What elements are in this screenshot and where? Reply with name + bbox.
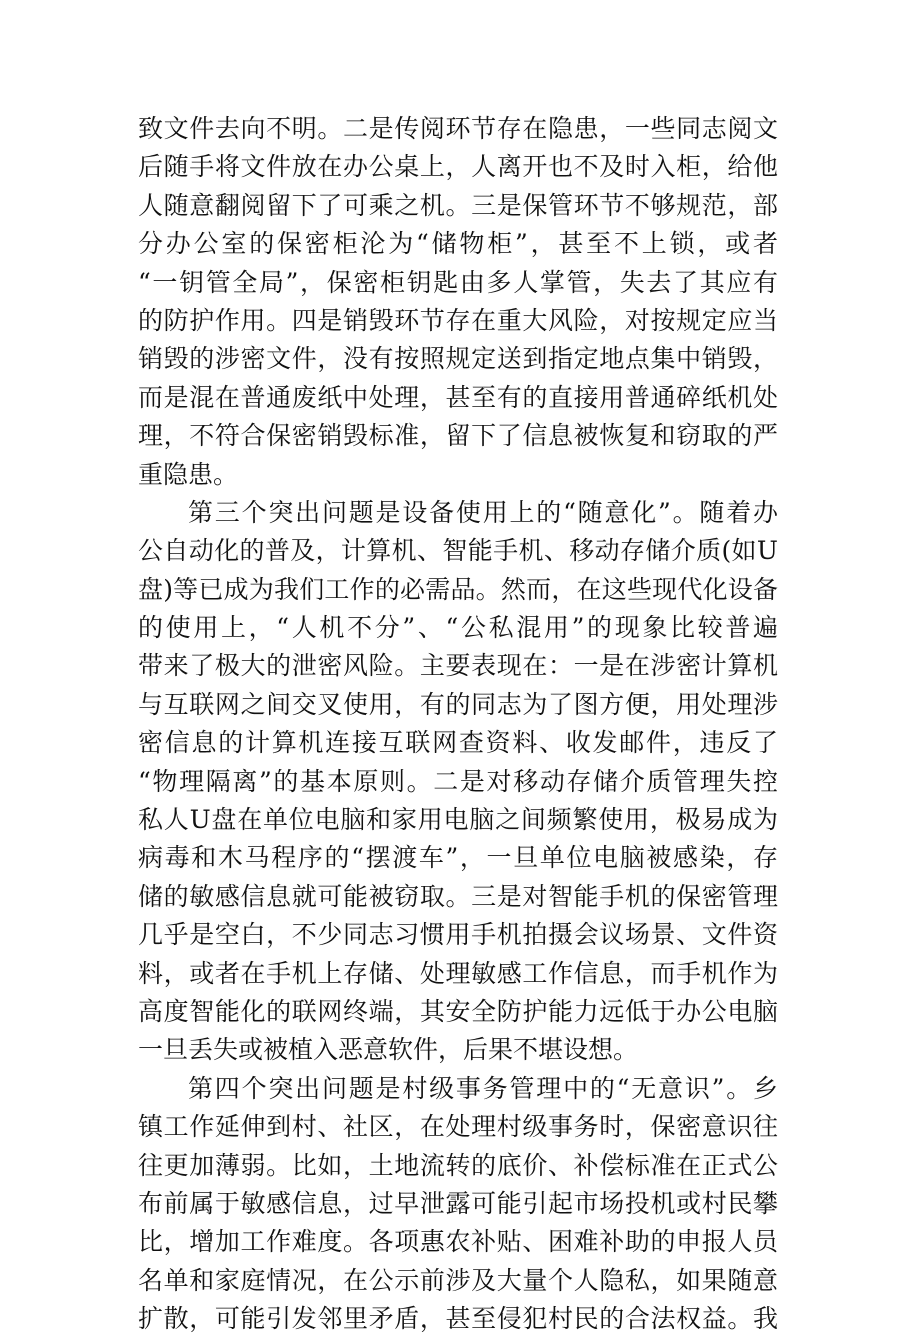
text-line: 的使用上，“人机不分”、“公私混用”的现象比较普遍 — [138, 613, 778, 643]
text-line: “物理隔离”的基本原则。二是对移动存储介质管理失控 — [138, 766, 778, 796]
text-line: 一旦丢失或被植入恶意软件，后果不堪设想。 — [138, 1035, 639, 1065]
text-line: 镇工作延伸到村、社区，在处理村级事务时，保密意识往 — [138, 1112, 778, 1142]
text-line: 布前属于敏感信息，过早泄露可能引起市场投机或村民攀 — [138, 1188, 778, 1218]
text-line: 带来了极大的泄密风险。主要表现在：一是在涉密计算机 — [138, 651, 778, 681]
text-line: 私人U盘在单位电脑和家用电脑之间频繁使用，极易成为 — [138, 805, 778, 835]
paragraph-start-line: 第三个突出问题是设备使用上的“随意化”。随着办 — [188, 497, 778, 527]
text-line: “一钥管全局”，保密柜钥匙由多人掌管，失去了其应有 — [138, 267, 778, 297]
text-line: 比，增加工作难度。各项惠农补贴、困难补助的申报人员 — [138, 1227, 778, 1257]
paragraph-start-line: 第四个突出问题是村级事务管理中的“无意识”。乡 — [188, 1073, 778, 1103]
text-line: 人随意翻阅留下了可乘之机。三是保管环节不够规范，部 — [138, 190, 778, 220]
document-body — [138, 110, 778, 1339]
text-line: 储的敏感信息就可能被窃取。三是对智能手机的保密管理 — [138, 881, 778, 911]
text-line: 公自动化的普及，计算机、智能手机、移动存储介质(如U — [138, 536, 778, 566]
text-line: 致文件去向不明。二是传阅环节存在隐患，一些同志阅文 — [138, 114, 778, 143]
text-line: 而是混在普通废纸中处理，甚至有的直接用普通碎纸机处 — [138, 382, 778, 412]
text-line: 往更加薄弱。比如，土地流转的底价、补偿标准在正式公 — [138, 1150, 778, 1180]
text-line: 的防护作用。四是销毁环节存在重大风险，对按规定应当 — [138, 305, 778, 335]
text-line: 销毁的涉密文件，没有按照规定送到指定地点集中销毁， — [138, 344, 778, 374]
text-line: 分办公室的保密柜沦为“储物柜”，甚至不上锁，或者 — [138, 229, 778, 259]
text-line: 料，或者在手机上存储、处理敏感工作信息，而手机作为 — [138, 958, 778, 988]
text-line: 后随手将文件放在办公桌上，人离开也不及时入柜，给他 — [138, 152, 778, 182]
text-line: 名单和家庭情况，在公示前涉及大量个人隐私，如果随意 — [138, 1265, 778, 1295]
text-line: 重隐患。 — [138, 459, 239, 489]
text-line: 理，不符合保密销毁标准，留下了信息被恢复和窃取的严 — [138, 421, 778, 451]
text-line: 病毒和木马程序的“摆渡车”，一旦单位电脑被感染，存 — [138, 843, 778, 873]
text-line: 几乎是空白，不少同志习惯用手机拍摄会议场景、文件资 — [138, 920, 778, 950]
text-line: 高度智能化的联网终端，其安全防护能力远低于办公电脑 — [138, 996, 778, 1026]
text-line: 与互联网之间交叉使用，有的同志为了图方便，用处理涉 — [138, 689, 778, 719]
text-line: 密信息的计算机连接互联网查资料、收发邮件，违反了 — [138, 728, 778, 758]
text-line: 扩散，可能引发邻里矛盾，甚至侵犯村民的合法权益。我 — [138, 1304, 778, 1334]
text-line: 盘)等已成为我们工作的必需品。然而，在这些现代化设备 — [138, 574, 778, 604]
